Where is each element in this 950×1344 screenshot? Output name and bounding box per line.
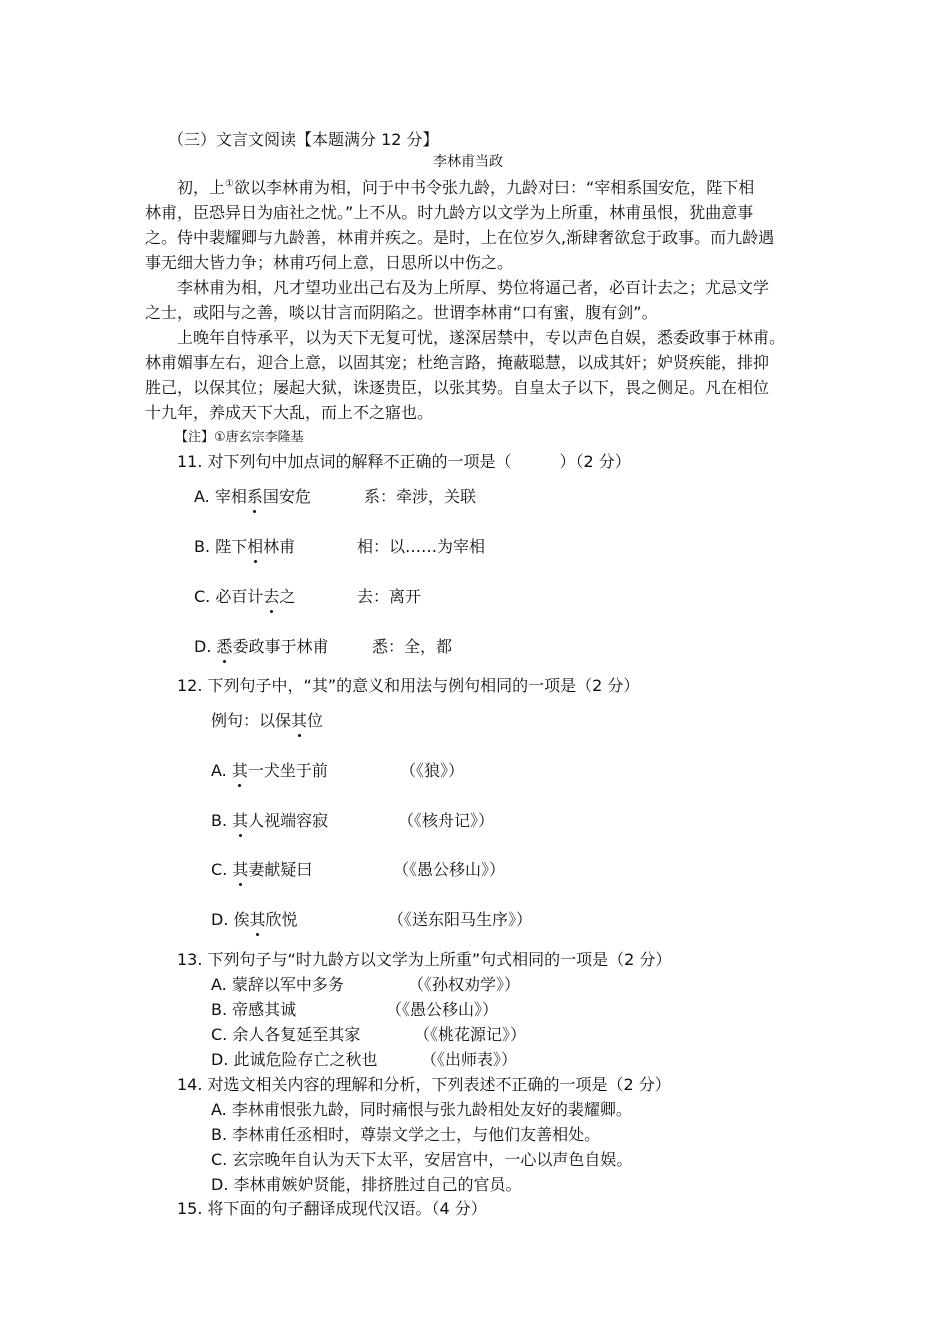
option-text: 林甫 (263, 537, 296, 556)
option-text: A. 宰相 (194, 487, 247, 506)
question-12-stem: 12. 下列句子中，“其”的意义和用法与例句相同的一项是（2 分） (177, 676, 640, 695)
q12-example (211, 711, 323, 731)
option-text: 妻献疑曰 (248, 860, 313, 879)
question-11-stem: 11. 对下列句中加点词的解释不正确的一项是（ ）（2 分） (177, 452, 631, 471)
dotted-word: 相 (247, 537, 264, 556)
option-text: D. (194, 637, 217, 656)
q13-source-c: （《桃花源记》） (414, 1025, 527, 1044)
q11-option-d[interactable] (194, 637, 329, 657)
footnote: 【注】①唐玄宗李隆基 (175, 430, 304, 445)
passage-text: 欲以李林甫为相，问于中书令张九龄，九龄对曰：“宰相系国安危，陛下相 (233, 178, 755, 197)
dotted-word: 悉 (216, 637, 233, 656)
option-text: D. 俟 (211, 910, 250, 929)
passage-line (177, 178, 754, 198)
option-text: 人视端容寂 (248, 811, 329, 830)
example-text: 位 (307, 711, 324, 730)
q12-option-c[interactable] (211, 860, 312, 880)
section-header: （三）文言文阅读【本题满分 12 分】 (168, 130, 439, 149)
passage-line: 李林甫为相，凡才望功业出己右及为上所厚、势位将逼己者，必百计去之；尤忌文学 (177, 278, 770, 297)
q14-option-d[interactable]: D. 李林甫嫉妒贤能，排挤胜过自己的官员。 (211, 1175, 522, 1194)
q11-option-a[interactable] (194, 487, 311, 507)
passage-line: 事无细大皆力争；林甫巧伺上意，日思所以中伤之。 (145, 253, 514, 272)
q12-source-b: （《核舟记》） (398, 811, 495, 830)
option-text: 委政事于林甫 (232, 637, 329, 656)
example-text: 例句：以保 (211, 711, 292, 730)
passage-line: 十九年，养成天下大乱，而上不之寤也。 (145, 403, 434, 422)
option-text: 国安危 (262, 487, 311, 506)
q11-gloss-d: 悉：全，都 (372, 637, 453, 656)
passage-line: 胜己，以保其位；屡起大狱，诛逐贵臣，以张其势。自皇太子以下，畏之侧足。凡在相位 (145, 378, 770, 397)
q12-option-a[interactable] (211, 761, 328, 781)
dotted-word: 其 (291, 711, 308, 730)
question-14-stem: 14. 对选文相关内容的理解和分析，下列表述不正确的一项是（2 分） (177, 1075, 671, 1094)
option-text: B. (211, 811, 233, 830)
passage-line: 之士，或阳与之善，啖以甘言而阴陷之。世谓李林甫“口有蜜，腹有剑”。 (145, 303, 658, 322)
question-15-stem: 15. 将下面的句子翻译成现代汉语。（4 分） (177, 1199, 487, 1218)
q13-source-a: （《孙权劝学》） (408, 975, 521, 994)
option-text: 之 (279, 587, 296, 606)
question-13-stem: 13. 下列句子与“时九龄方以文学为上所重”句式相同的一项是（2 分） (177, 950, 672, 969)
q11-gloss-c: 去：离开 (357, 587, 422, 606)
q11-option-b[interactable] (194, 537, 295, 557)
q13-source-d: （《出师表》） (421, 1050, 518, 1069)
q13-source-b: （《愚公移山》） (386, 1000, 499, 1019)
q13-option-d[interactable]: D. 此诚危险存亡之秋也 (211, 1050, 378, 1069)
passage-line: 林甫，臣恐异日为庙社之忧。”上不从。时九龄方以文学为上所重，林甫虽恨，犹曲意事 (145, 203, 754, 222)
option-text: C. 必百计 (194, 587, 264, 606)
q13-option-b[interactable]: B. 帝感其诚 (211, 1000, 297, 1019)
q14-option-a[interactable]: A. 李林甫恨张九龄，同时痛恨与张九龄相处友好的裴耀卿。 (211, 1100, 632, 1119)
passage-line: 上晚年自恃承平，以为天下无复可忧，遂深居禁中，专以声色自娱，悉委政事于林甫。 (177, 328, 786, 347)
dotted-word: 系 (246, 487, 263, 506)
passage-text: 初，上 (177, 178, 226, 197)
dotted-word: 其 (231, 761, 248, 780)
dotted-word: 去 (263, 587, 280, 606)
q13-option-c[interactable]: C. 余人各复延至其家 (211, 1025, 361, 1044)
q12-source-d: （《送东阳马生序》） (388, 910, 533, 929)
option-text: C. (211, 860, 233, 879)
q13-option-a[interactable]: A. 蒙辞以军中多务 (211, 975, 344, 994)
q12-source-a: （《狼》） (400, 761, 465, 780)
q11-option-c[interactable] (194, 587, 295, 607)
dotted-word: 其 (249, 910, 266, 929)
q12-source-c: （《愚公移山》） (393, 860, 506, 879)
option-text: 欣悦 (265, 910, 298, 929)
q14-option-c[interactable]: C. 玄宗晚年自认为天下太平，安居宫中，一心以声色自娱。 (211, 1150, 633, 1169)
option-text: A. (211, 761, 232, 780)
option-text: B. 陛下 (194, 537, 248, 556)
passage-line: 林甫媚事左右，迎合上意，以固其宠；杜绝言路，掩蔽聪慧，以成其奸；妒贤疾能，排抑 (145, 353, 770, 372)
dotted-word: 其 (232, 811, 249, 830)
option-text: 一犬坐于前 (247, 761, 328, 780)
passage-line: 之。侍中裴耀卿与九龄善，林甫并疾之。是时，上在位岁久,渐肆奢欲怠于政事。而九龄遇 (145, 228, 775, 247)
q12-option-d[interactable] (211, 910, 298, 930)
q11-gloss-b: 相：以……为宰相 (357, 537, 486, 556)
dotted-word: 其 (232, 860, 249, 879)
footnote-marker: ① (225, 178, 234, 190)
passage-title: 李林甫当政 (433, 154, 503, 170)
q14-option-b[interactable]: B. 李林甫任丞相时，尊崇文学之士，与他们友善相处。 (211, 1125, 601, 1144)
q11-gloss-a: 系：牵涉，关联 (364, 487, 477, 506)
q12-option-b[interactable] (211, 811, 328, 831)
